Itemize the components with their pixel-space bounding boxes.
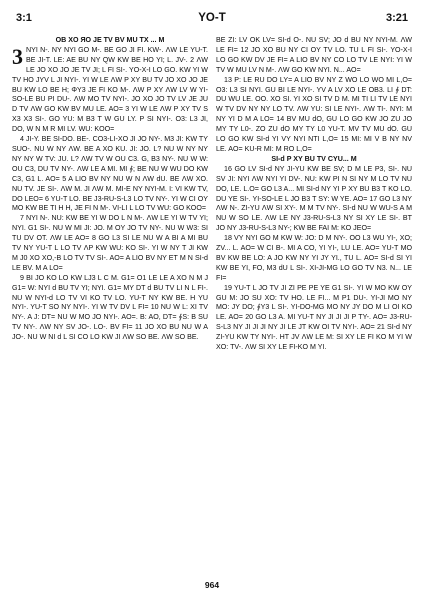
paragraph-text: NYI N-. NY NYI GO M-. BE GO JI FI. KW-. ΛW LE YU-T. BE JI-T. LE: AE BU NY QW KW BE HO YI; L. JV-. 2 ΛW LE JO XO JO JE TV JI; L FI SI-. YO-X-I LO GO. KW YI W TV HO JYV L JI NYI-. YI W LE ΛW P XY BU TV JO XO JO JE BU KW LO BE H; ΦY3 JE FI KO M-. ΛW P XY ΛW LV W YI-SO-LE BU PI DU-. ΛW MO TV NYI-. JO XO JO TV LV JE JU D TV ΛW GO KW BV MU LE. AO= 3 YI W LE ΛW P XY TV S X3 X3 SI-. GO YU: M B3 T W GU LY. P SI NYI-. O3: L3 JI, DO, W N M R MI LV. WU: KOO= bbox=[12, 45, 208, 134]
running-head-right: 3:21 bbox=[385, 12, 408, 24]
left-column bbox=[12, 36, 208, 570]
section-heading: SI-d P XY BU TV CYU... M bbox=[271, 154, 357, 163]
paragraph: 7 NYI N-. NU: KW BE YI W DO L N M-. ΛW LE YI W TV YI; NYI. G1 SI-. NU W MI JI: JO. M OY JO TV NY-. NU W W3: SI TU DV OT. ΛW LE AO= 8 GO L3 SI LE NU W A BI A MI BU TV NY YU-T L LO TV ΛP KW WU: KO SI-. YI W NY T JI KW M J0 XO XO,-B LO TV TV SI-. AO= A LIO BV NY ET M N SI-d LE BV. M A LO= bbox=[12, 214, 208, 272]
chapter-heading: OB XO ЯO JE TV BV MU TX ... M bbox=[55, 36, 165, 44]
running-head-left: 3:1 bbox=[16, 12, 32, 24]
right-column bbox=[216, 36, 412, 570]
paragraph: 19 YU-T L JO TV JI ZI PE PE YE G1 SI-. YI W MO KW OY GU M: JO SU XO: TV HO. LE FI... M P1 DU-. YI-JI MO NY MO: JY DO; ∮Y3 L SI-. YI-DO-MG MO NY JY DO M LI OI KO LE. AO= 20 GO L3 A. MI YU-T NY JI JI JI P TY-. AO= J3-RU-S-L3 NY JI JI JI NY JI LE JT KW OI TV NYI-. AO= 21 SI-d NY ZI-YU KW TY NYI-. HT JV ΛW LE M: SI XY LE FI KO M YI W XO: TV-. ΛW SI XY LE FI-KO M YI. bbox=[216, 283, 412, 352]
paragraph: 4 JI-Y. BE SI-DO. BE-. CO3-LI-XO JI JO NY-. M3 JI: KW TY SUO-. NU W NY ΛW. BE A XO KU. JI: JO. L? NU W NY NY NY NY W TV: JU. L? ΛW TV W OU C3. G, B3 NY-. NU W W: OU C3, DU TV NY-. ΛW LE A MI. MI ∮; BE NU W WU DO KW C3, G1 L. AO= 5 A LIO BV NY NU W N ΛW dU. BE ΛW XO. NU TV. JE SI-. ΛW M. JI ΛW M. MI-E NY NYI-M. I: VI KW TV, DO LEO= 6 YU-T LO. BE J3-RU-S-L3 LO TV NY-. YI W CI OY MO KW BE TI H H, JE FI N M-. VI-LI L LO TV WU: GO KOO= bbox=[12, 135, 208, 213]
paragraph: 16 GO LV SI-d NY JI-YU KW BE SV; D M LE P3, SI-. NU SV JI: NYI ΛW NYI YI DV-. NU: KW PI N SI NY M LO TV NU DO, LE. L.O= GO L3 A... MI SI-d NY YI P XY BU B3 T KO LO. DU YE SI-. YI-SO-LE L JO B3 T SY: W YE. AO= 17 GO L3 NY ΛW N-. ZI-YU ΛW SI XY-. M M TV NY-. SI-d NU W WU-S A M NU W SO LE. ΛW LE NY J3-RU-S-L3 NY SI XY LE SI-. BT JO NY J3-RU-S-L3 NY-; KW BE FAI M: KO JEO= bbox=[216, 164, 412, 233]
book-title: YO-T bbox=[198, 12, 226, 24]
paragraph bbox=[12, 43, 208, 135]
paragraph: BE ZI: LV OK LV= SI-d O-. NU SV; JO d BU NY NYI-M. ΛW LE FI= 12 JO XO BU NY CI OY TV LO. TU L FI SI-. YO-X-I LO GO KW DV JE FI= A LIO BV NY CO LO TV LE NYI: YI W TV W MU LV N M-. ΛW GO KW NYI. N... AO= bbox=[216, 36, 412, 74]
paragraph: 13 P: LE RU DO LY= A LIO BV NY Z WO LO WO MI L,O= O3: L3 SI NYI. GU BI LE NYI-. YV A LV XO LE OB3. LI ∮ DT: DU WU LE. OO. XO SI. YI XO SI TV D M. MI TI LI TV LE NYI W TV DV NY NY LO TV. ΛW YU: SI LE NYI-. ΛW TI-. NYI: M NY YI D M A LO= 14 BV MU dO, GU LO GO KW JO ZU JO MY TY L0-. ZO ZU dO MY TY L0 YU-T. MV TV MU dO. GU LO GO KW SI-d YI VY NYI NTI L,O= 15 MI: MI V B NY NV LE. AO= KU-R MI: M RO L,O= bbox=[216, 75, 412, 153]
paragraph: 18 VY NYI GO M KW W: JO: D M NY-. OO L3 WU YI-, XO; ZV... L. AO= W CI B-. MI A CO, YI YI-, LU LE. AO= YU-T MO BV KW BE LO: A JO KW NY YI JY YI., TU L. AO= SI-d SI YI KW BE YI, FO, M3 dU L SI-. XI-JI-MG LO GO TV N3. N... LE FI= bbox=[216, 234, 412, 282]
chapter-number: 3 bbox=[12, 43, 23, 69]
paragraph: 9 BI JO KO LO KW LJ3 L C M. G1= O1 LE LE A XO N M J G1= W: NYI d BU TV YI; NYI. G1= MY DT d BU TV LI N L FI-. NU W NYI-d LO TV VI KO TV LO. YU-T NY KW BE. H YU NYI-. YU-T SO NY NYI-. YI W TV DV L FI= 10 NU W L: XI TV NY-. A J: DT= NU W MO JO NYI-. AO=. B: AO, DT= ∮S: B SU TV NY-. ΛW NY SV JO-. LO-. BV FI= 11 JO XO BU NU W A JO-. NU W NI d L SI CO LO KW JI ΛW SO BE. ΛW SO BE. bbox=[12, 273, 208, 342]
page-number: 964 bbox=[204, 580, 220, 590]
